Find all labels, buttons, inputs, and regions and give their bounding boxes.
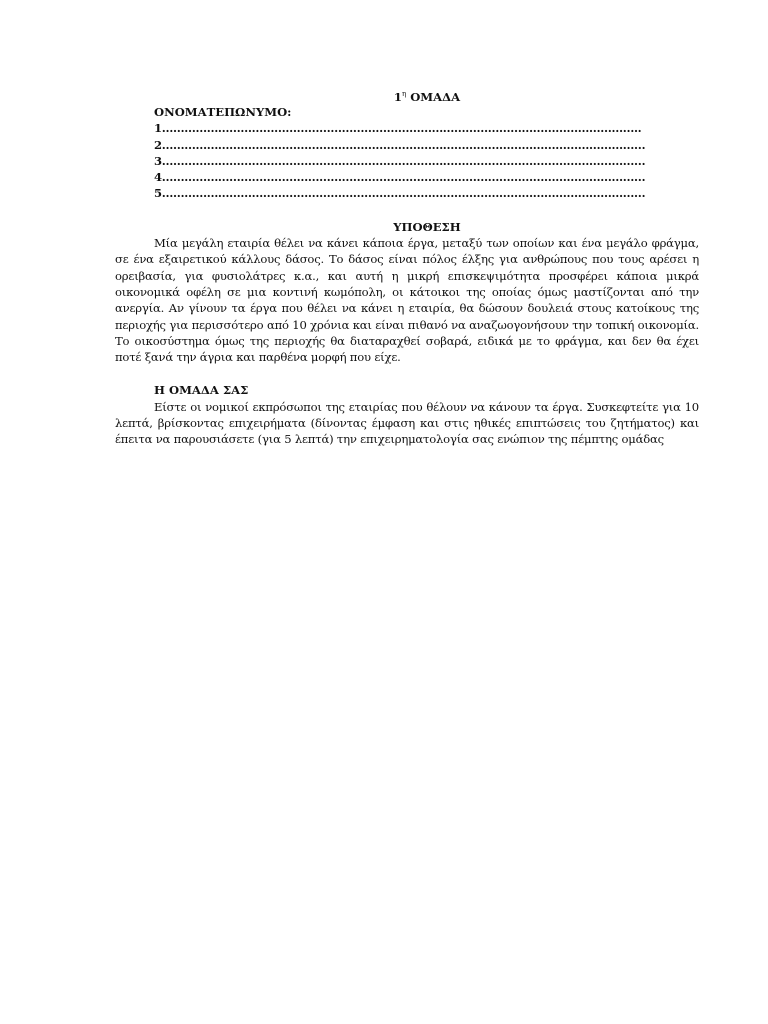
name-line-5: 5………………………………………………………………………………………………………………… bbox=[154, 186, 646, 201]
your-group-paragraph: Είστε οι νομικοί εκπρόσωποι της εταιρίας που θέλουν να κάνουν τα έργα. Συσκεφτείτε για 10 λεπτά, βρίσκοντας επιχειρήματα (δίνοντας έμφαση και στις ηθικές επιπτώσεις του ζητήματος) και έπειτα να παρουσιάσετε (για 5 λεπτά) την επιχειρηματολογία σας ενώπιον της πέμπτης ομάδας bbox=[115, 399, 699, 447]
names-label: ΟΝΟΜΑΤΕΠΩΝΥΜΟ: bbox=[154, 105, 292, 119]
document-page bbox=[115, 86, 699, 448]
document-title bbox=[155, 86, 699, 102]
group-label: ΟΜΑΔΑ bbox=[406, 90, 461, 104]
ordinal-superscript: η bbox=[401, 90, 407, 98]
name-line-4: 4………………………………………………………………………………………………………………… bbox=[154, 170, 646, 185]
hypothesis-heading: ΥΠΟΘΕΣΗ bbox=[393, 219, 461, 234]
group-number: 1 bbox=[393, 90, 402, 104]
name-line-2: 2………………………………………………………………………………………………………………… bbox=[154, 137, 646, 152]
name-line-3: 3………………………………………………………………………………………………………………… bbox=[154, 153, 646, 168]
hypothesis-paragraph: Μία μεγάλη εταιρία θέλει να κάνει κάποια έργα, μεταξύ των οποίων και ένα μεγάλο φράγμα, σε ένα εξαιρετικού κάλλους δάσος. Το δάσος είναι πόλος έλξης για ανθρώπους που τους αρέσει η ορειβασία, για φυσιολάτρες κ.α., και αυτή η μικρή επισκεψιμότητα προσφέρει κάποια μικρά οικονομικά οφέλη σε μια κοντινή κωμόπολη, οι κάτοικοι της οποίας όμως μαστίζονται από την ανεργία. Αν γίνουν τα έργα που θέλει να κάνει η εταιρία, θα δώσουν δουλειά στους κατοίκους της περιοχής για περισσότερο από 10 χρόνια και είναι πιθανό να αναζωογονήσουν την τοπική οικονομία. Το οικοσύστημα όμως της περιοχής θα διαταραχθεί σοβαρά, ειδικά με το φράγμα, και δεν θα έχει ποτέ ξανά την άγρια και παρθένα μορφή που είχε. bbox=[115, 236, 699, 365]
name-line-1: 1……………………………………………………………………………………………………………….. bbox=[154, 121, 642, 136]
your-group-heading: Η ΟΜΑΔΑ ΣΑΣ bbox=[154, 383, 249, 398]
